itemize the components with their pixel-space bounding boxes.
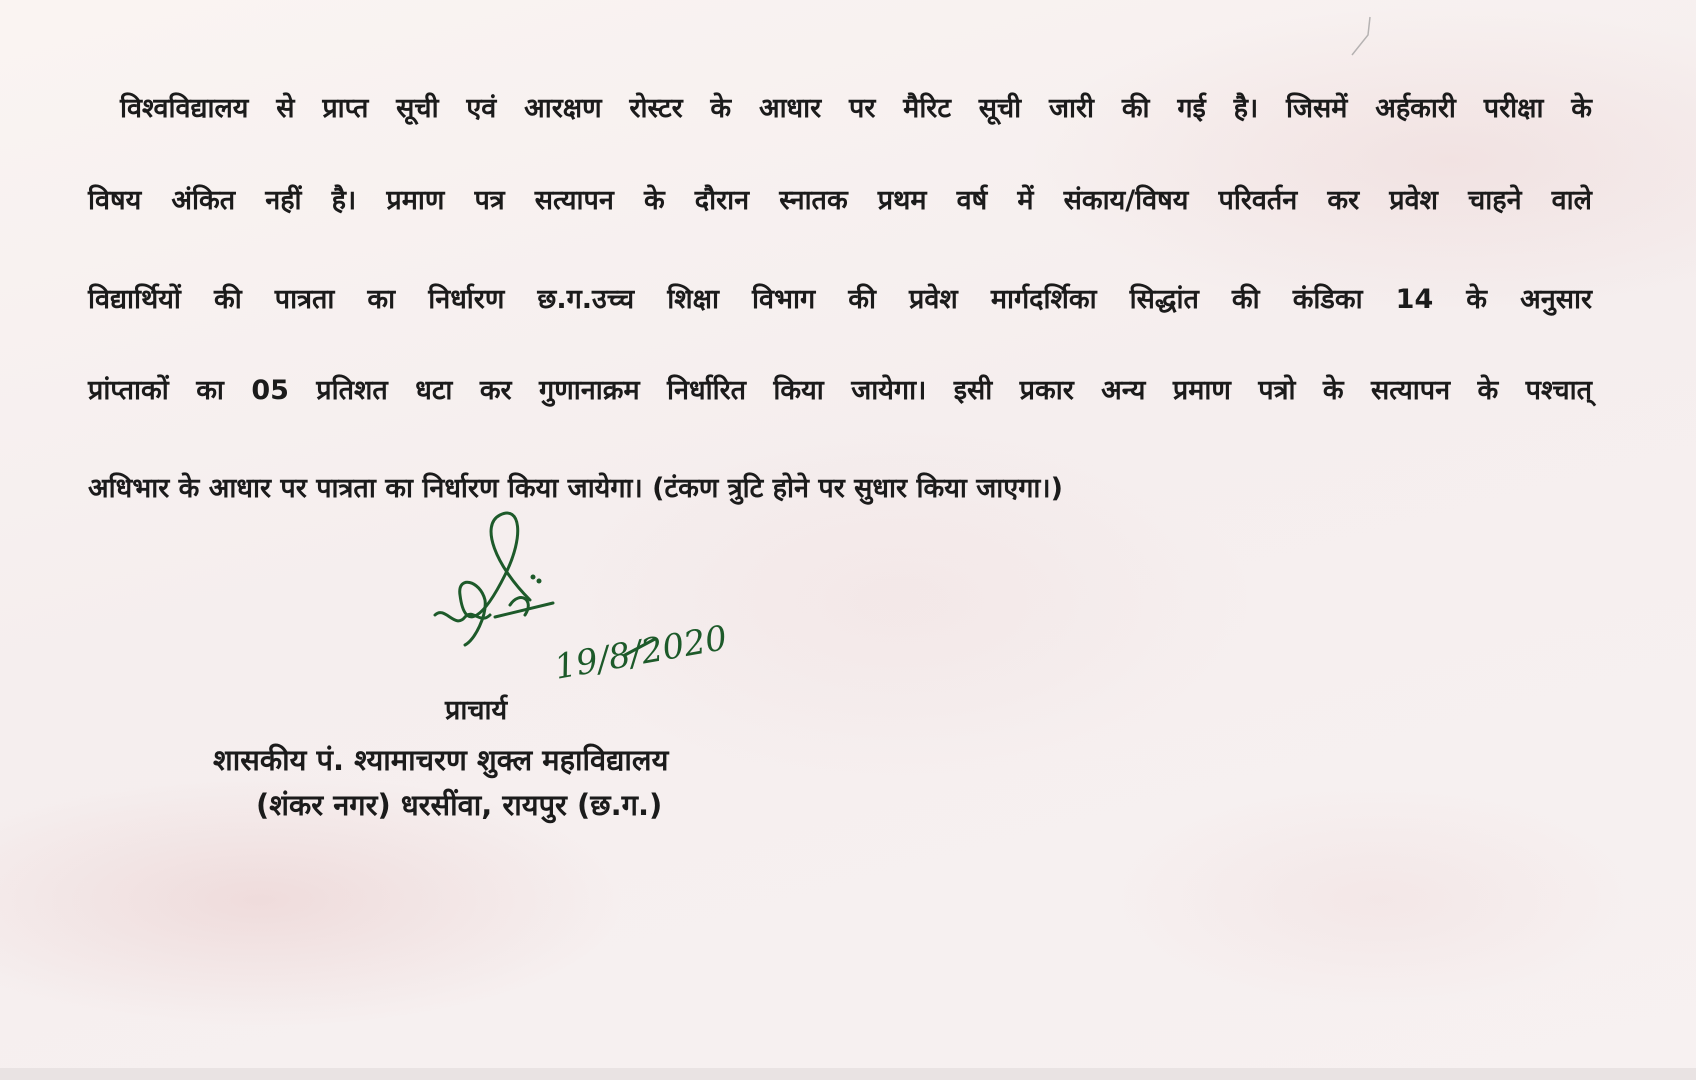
notice-line-5: अधिभार के आधार पर पात्रता का निर्धारण किया जायेगा। (टंकण त्रुटि होने पर सुधार किया जाएगा।): [88, 473, 1063, 504]
institution-name: शासकीय पं. श्यामाचरण शुक्ल महाविद्यालय: [213, 743, 669, 777]
designation-label: प्राचार्य: [445, 695, 508, 726]
signature-date: 19/8/2020: [551, 618, 731, 688]
page-bottom-edge: [0, 1068, 1696, 1080]
notice-line-4: प्रांप्ताकों का 05 प्रतिशत धटा कर गुणानाक्रम निर्धारित किया जायेगा। इसी प्रकार अन्य प्रमाण पत्रो के सत्यापन के पश्चात्: [88, 375, 1592, 406]
paper-mark: [1340, 15, 1380, 75]
institution-address: (शंकर नगर) धरसींवा, रायपुर (छ.ग.): [256, 788, 663, 822]
notice-line-2: विषय अंकित नहीं है। प्रमाण पत्र सत्यापन के दौरान स्नातक प्रथम वर्ष में संकाय/विषय परिवर्तन कर प्रवेश चाहने वाले: [88, 185, 1592, 216]
notice-line-1: विश्वविद्यालय से प्राप्त सूची एवं आरक्षण रोस्टर के आधार पर मैरिट सूची जारी की गई है। जिसमें अर्हकारी परीक्षा के: [120, 93, 1592, 124]
notice-line-3: विद्यार्थियों की पात्रता का निर्धारण छ.ग.उच्च शिक्षा विभाग की प्रवेश मार्गदर्शिका सिद्धांत की कंडिका 14 के अनुसार: [88, 284, 1592, 315]
